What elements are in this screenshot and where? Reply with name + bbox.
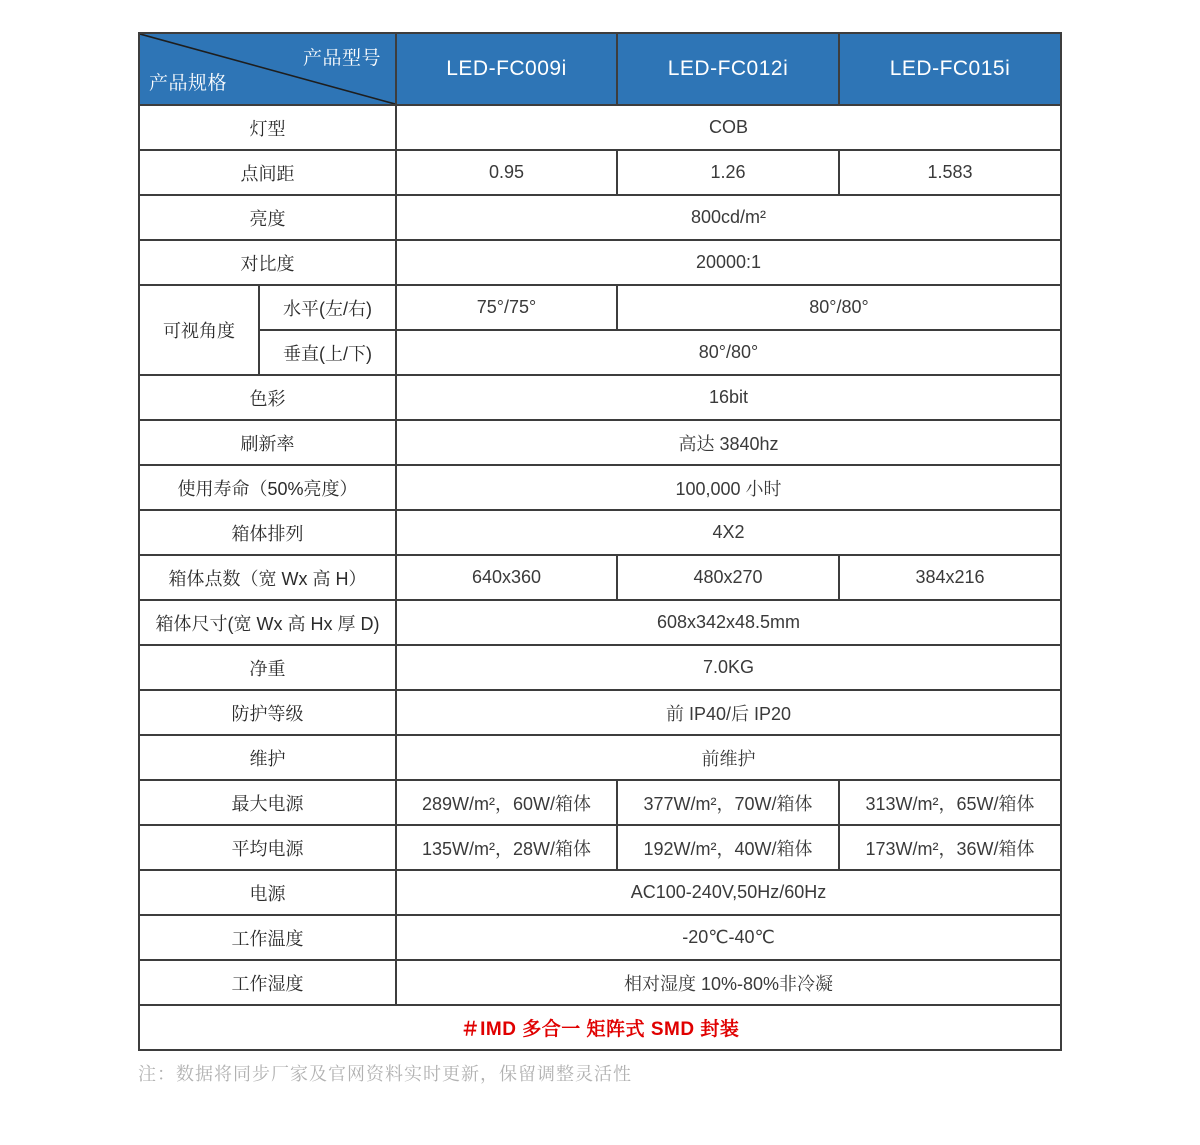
row-protection — [139, 690, 1061, 735]
lamp-type-value: COB — [396, 105, 1061, 150]
viewing-angle-vertical-value: 80°/80° — [396, 330, 1061, 375]
max-power-label: 最大电源 — [139, 780, 396, 825]
protection-label: 防护等级 — [139, 690, 396, 735]
highlight-note: ＃IMD 多合一 矩阵式 SMD 封装 — [139, 1005, 1061, 1050]
spec-sheet — [138, 32, 1060, 1086]
contrast-label: 对比度 — [139, 240, 396, 285]
cabinet-size-label: 箱体尺寸(宽 Wx 高 Hx 厚 D) — [139, 600, 396, 645]
max-power-fc015i: 313W/m²，65W/箱体 — [839, 780, 1061, 825]
row-power-supply — [139, 870, 1061, 915]
cabinet-array-value: 4X2 — [396, 510, 1061, 555]
row-viewing-angle-horizontal — [139, 285, 1061, 330]
avg-power-label: 平均电源 — [139, 825, 396, 870]
power-supply-value: AC100-240V,50Hz/60Hz — [396, 870, 1061, 915]
brightness-value: 800cd/m² — [396, 195, 1061, 240]
maintenance-label: 维护 — [139, 735, 396, 780]
cabinet-size-value: 608x342x48.5mm — [396, 600, 1061, 645]
row-cabinet-size — [139, 600, 1061, 645]
lifespan-value: 100,000 小时 — [396, 465, 1061, 510]
row-max-power — [139, 780, 1061, 825]
row-cabinet-pixels — [139, 555, 1061, 600]
pixel-pitch-fc009i: 0.95 — [396, 150, 617, 195]
max-power-fc009i: 289W/m²，60W/箱体 — [396, 780, 617, 825]
corner-header-cell — [139, 33, 396, 105]
row-avg-power — [139, 825, 1061, 870]
viewing-angle-horizontal-fc012i-fc015i: 80°/80° — [617, 285, 1061, 330]
row-refresh-rate — [139, 420, 1061, 465]
working-humidity-label: 工作湿度 — [139, 960, 396, 1005]
footnote: 注：数据将同步厂家及官网资料实时更新，保留调整灵活性 — [138, 1064, 632, 1084]
header-row — [139, 33, 1061, 105]
corner-label-product-model: 产品型号 — [302, 48, 381, 69]
cabinet-pixels-fc012i: 480x270 — [617, 555, 839, 600]
avg-power-fc012i: 192W/m²，40W/箱体 — [617, 825, 839, 870]
avg-power-fc009i: 135W/m²，28W/箱体 — [396, 825, 617, 870]
cabinet-array-label: 箱体排列 — [139, 510, 396, 555]
row-brightness — [139, 195, 1061, 240]
row-working-temp — [139, 915, 1061, 960]
row-lamp-type — [139, 105, 1061, 150]
net-weight-value: 7.0KG — [396, 645, 1061, 690]
cabinet-pixels-fc009i: 640x360 — [396, 555, 617, 600]
column-header-led-fc012i: LED-FC012i — [617, 33, 839, 105]
lifespan-label: 使用寿命（50%亮度） — [139, 465, 396, 510]
working-humidity-value: 相对湿度 10%-80%非冷凝 — [396, 960, 1061, 1005]
row-maintenance — [139, 735, 1061, 780]
refresh-rate-value: 高达 3840hz — [396, 420, 1061, 465]
color-depth-label: 色彩 — [139, 375, 396, 420]
pixel-pitch-fc015i: 1.583 — [839, 150, 1061, 195]
cabinet-pixels-fc015i: 384x216 — [839, 555, 1061, 600]
avg-power-fc015i: 173W/m²，36W/箱体 — [839, 825, 1061, 870]
row-viewing-angle-vertical — [139, 330, 1061, 375]
corner-label-product-spec: 产品规格 — [149, 73, 228, 94]
contrast-value: 20000:1 — [396, 240, 1061, 285]
pixel-pitch-label: 点间距 — [139, 150, 396, 195]
row-pixel-pitch — [139, 150, 1061, 195]
max-power-fc012i: 377W/m²，70W/箱体 — [617, 780, 839, 825]
brightness-label: 亮度 — [139, 195, 396, 240]
maintenance-value: 前维护 — [396, 735, 1061, 780]
row-net-weight — [139, 645, 1061, 690]
pixel-pitch-fc012i: 1.26 — [617, 150, 839, 195]
row-contrast — [139, 240, 1061, 285]
viewing-angle-vertical-label: 垂直(上/下) — [259, 330, 396, 375]
row-color-depth — [139, 375, 1061, 420]
lamp-type-label: 灯型 — [139, 105, 396, 150]
cabinet-pixels-label: 箱体点数（宽 Wx 高 H） — [139, 555, 396, 600]
power-supply-label: 电源 — [139, 870, 396, 915]
row-highlight-note — [139, 1005, 1061, 1050]
viewing-angle-label: 可视角度 — [139, 285, 259, 375]
viewing-angle-horizontal-label: 水平(左/右) — [259, 285, 396, 330]
row-working-humidity — [139, 960, 1061, 1005]
net-weight-label: 净重 — [139, 645, 396, 690]
working-temp-label: 工作温度 — [139, 915, 396, 960]
protection-value: 前 IP40/后 IP20 — [396, 690, 1061, 735]
row-cabinet-array — [139, 510, 1061, 555]
column-header-led-fc009i: LED-FC009i — [396, 33, 617, 105]
column-header-led-fc015i: LED-FC015i — [839, 33, 1061, 105]
working-temp-value: -20℃-40℃ — [396, 915, 1061, 960]
viewing-angle-horizontal-fc009i: 75°/75° — [396, 285, 617, 330]
product-spec-table — [138, 32, 1062, 1051]
color-depth-value: 16bit — [396, 375, 1061, 420]
refresh-rate-label: 刷新率 — [139, 420, 396, 465]
row-lifespan — [139, 465, 1061, 510]
